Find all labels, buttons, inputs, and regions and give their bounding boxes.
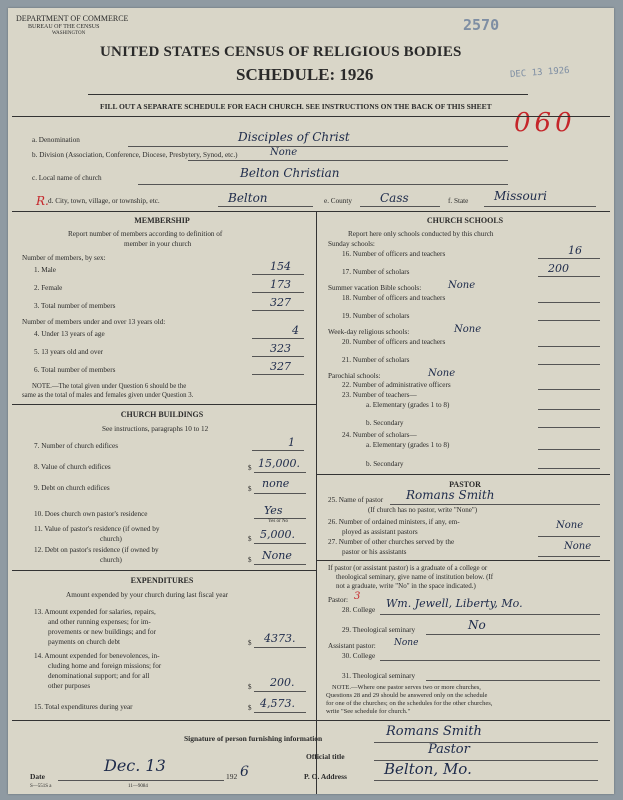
expenditures-heading: EXPENDITURES: [130, 576, 194, 585]
grad-instructions: If pastor (or assistant pastor) is a graduate of a college or: [328, 564, 488, 572]
q15-label: 15. Total expenditures during year: [34, 703, 133, 711]
q27-label: 27. Number of other churches served by the: [328, 538, 455, 546]
signature-value: Romans Smith: [386, 724, 482, 739]
q29-value: No: [468, 618, 486, 632]
q14-value: 200.: [270, 676, 295, 689]
underline: [390, 504, 600, 505]
division-label: b. Division (Association, Conference, Diocese, Presbytery, Synod, etc.): [32, 151, 238, 159]
asst-pastor-label: Assistant pastor:: [328, 642, 376, 650]
underline: [252, 310, 304, 311]
underline: [252, 450, 304, 451]
city-name: WASHINGTON: [52, 31, 86, 36]
year-prefix: 192: [226, 772, 238, 781]
city-value: Belton: [228, 191, 268, 205]
summer-label: Summer vacation Bible schools:: [328, 284, 422, 292]
underline: [254, 472, 306, 473]
sunday-label: Sunday schools:: [328, 240, 375, 248]
signature-label: Signature of person furnishing information: [184, 734, 323, 743]
bureau-name: BUREAU OF THE CENSUS: [28, 24, 100, 30]
asst-pastor-value: None: [394, 638, 419, 648]
underline: [254, 543, 306, 544]
membership-sub: member in your church: [124, 240, 192, 248]
q23a-label: a. Elementary (grades 1 to 8): [366, 401, 450, 409]
divider: [316, 560, 610, 561]
underline: [426, 634, 600, 635]
dollar-sign: $: [248, 639, 252, 647]
divider: [12, 720, 610, 721]
underline: [374, 780, 598, 781]
census-schedule-page: [8, 8, 614, 794]
q12-label: 12. Debt on pastor's residence (if owned by: [34, 546, 159, 554]
po-address-label: P. O. Address: [304, 772, 347, 781]
q26-label: 26. Number of ordained ministers, if any, em-: [328, 518, 460, 526]
q7-label: 7. Number of church edifices: [34, 442, 119, 450]
membership-note: NOTE.—The total given under Question 6 should be the: [32, 383, 187, 390]
q23-label: 23. Number of teachers—: [342, 391, 417, 399]
county-label: e. County: [324, 197, 352, 205]
grad-instructions: theological seminary, give name of institution below. (If: [336, 573, 494, 581]
underline: [538, 320, 600, 321]
buildings-heading: CHURCH BUILDINGS: [120, 410, 204, 419]
underline: [252, 374, 304, 375]
underline: [380, 614, 600, 615]
pastor-note: NOTE.—Where one pastor serves two or more churches,: [332, 684, 481, 691]
pastor-note: write "See schedule for church.": [326, 708, 411, 715]
divider: [12, 116, 610, 117]
q24-label: 24. Number of scholars—: [342, 431, 417, 439]
q10-label: 10. Does church own pastor's residence: [34, 510, 148, 518]
po-address-value: Belton, Mo.: [384, 760, 472, 778]
q5-label: 5. 13 years old and over: [34, 348, 104, 356]
pastor-mark: 3: [354, 591, 361, 602]
church-name-label: c. Local name of church: [32, 174, 102, 182]
q27-label-cont: pastor or his assistants: [342, 548, 407, 556]
underline: [538, 449, 600, 450]
q3-label: 3. Total number of members: [34, 302, 116, 310]
q27-value: None: [564, 541, 592, 552]
membership-note: same as the total of males and females given under Question 3.: [22, 392, 194, 399]
underline: [538, 258, 600, 259]
q1-value: 154: [270, 260, 291, 273]
underline: [252, 338, 304, 339]
underline: [374, 742, 598, 743]
grad-instructions: not a graduate, write "No" in the space indicated.): [336, 582, 476, 590]
dollar-sign: $: [248, 535, 252, 543]
membership-heading: MEMBERSHIP: [134, 216, 190, 225]
city-label: d. City, town, village, or township, etc.: [48, 197, 160, 205]
state-value: Missouri: [494, 189, 547, 203]
q2-value: 173: [270, 278, 291, 291]
q12-value: None: [262, 549, 292, 562]
q22-label: 22. Number of administrative officers: [342, 381, 451, 389]
q13-label-cont: and other running expenses; for im-: [48, 618, 151, 626]
q19-label: 19. Number of scholars: [342, 312, 410, 320]
q3-value: 327: [270, 296, 291, 309]
q14-label-cont: other purposes: [48, 682, 91, 690]
q14-label-cont: denominational support; and for all: [48, 672, 150, 680]
q15-value: 4,573.: [260, 697, 295, 710]
schools-heading: CHURCH SCHOOLS: [426, 216, 504, 225]
q28-value: Wm. Jewell, Liberty, Mo.: [386, 597, 523, 610]
q6-label: 6. Total number of members: [34, 366, 116, 374]
q8-label: 8. Value of church edifices: [34, 463, 111, 471]
divider: [12, 570, 316, 571]
dollar-sign: $: [248, 464, 252, 472]
q14-label-cont: cluding home and foreign missions; for: [48, 662, 162, 670]
q7-value: 1: [288, 436, 295, 449]
underline: [360, 206, 440, 207]
official-title-label: Official title: [306, 752, 345, 761]
divider: [12, 211, 610, 212]
divider: [316, 474, 610, 475]
weekday-label: Week-day religious schools:: [328, 328, 410, 336]
schools-sub: Report here only schools conducted by this church: [348, 230, 494, 238]
official-title-value: Pastor: [428, 742, 470, 757]
underline: [252, 292, 304, 293]
denomination-value: Disciples of Christ: [238, 130, 350, 144]
underline: [254, 647, 306, 648]
divider: [88, 94, 528, 95]
q13-label-cont: provements or new buildings; and for: [48, 628, 156, 636]
q10-hint: Yes or No: [268, 519, 289, 524]
q16-label: 16. Number of officers and teachers: [342, 250, 446, 258]
division-value: None: [270, 147, 298, 158]
dollar-sign: $: [248, 556, 252, 564]
q17-value: 200: [548, 262, 569, 275]
q20-label: 20. Number of officers and teachers: [342, 338, 446, 346]
pastor-note: Questions 28 and 29 should be answered only on the schedule: [326, 692, 488, 699]
date-value: Dec. 13: [104, 756, 166, 775]
q29-label: 29. Theological seminary: [342, 626, 416, 634]
margin-mark: R.: [36, 194, 49, 208]
underline: [252, 356, 304, 357]
q11-value: 5,000.: [260, 528, 295, 541]
underline: [58, 780, 224, 781]
q5-value: 323: [270, 342, 291, 355]
schedule-year: SCHEDULE: 1926: [236, 65, 374, 84]
q25-value: Romans Smith: [406, 488, 495, 502]
received-date-stamp: DEC 13 1926: [509, 65, 570, 81]
underline: [252, 274, 304, 275]
underline: [254, 493, 306, 494]
q13-label-cont: payments on church debt: [48, 638, 121, 646]
underline: [538, 346, 600, 347]
underline: [538, 302, 600, 303]
q28-label: 28. College: [342, 606, 376, 614]
q12-label-cont: church): [100, 556, 122, 564]
buildings-sub: See instructions, paragraphs 10 to 12: [102, 425, 209, 433]
q31-label: 31. Theological seminary: [342, 672, 416, 680]
underline: [254, 712, 306, 713]
q25-hint: (If church has no pastor, write "None"): [368, 506, 478, 514]
q26-label-cont: ployed as assistant pastors: [342, 528, 418, 536]
dollar-sign: $: [248, 683, 252, 691]
year-value: 6: [240, 764, 249, 780]
q4-value: 4: [292, 324, 299, 337]
q10-value: Yes: [264, 504, 283, 517]
q16-value: 16: [568, 244, 582, 257]
q24b-label: b. Secondary: [366, 460, 404, 468]
underline: [426, 680, 600, 681]
county-value: Cass: [380, 191, 409, 205]
underline: [380, 660, 600, 661]
underline: [538, 409, 600, 410]
pastor-heading: PASTOR: [449, 480, 481, 489]
q24a-label: a. Elementary (grades 1 to 8): [366, 441, 450, 449]
q1-label: 1. Male: [34, 266, 56, 274]
pastor-note: for one of the churches; on the schedules for the other churches,: [326, 700, 493, 707]
q11-label: 11. Value of pastor's residence (if owned by: [34, 525, 160, 533]
q13-label: 13. Amount expended for salaries, repairs,: [34, 608, 156, 616]
q9-label: 9. Debt on church edifices: [34, 484, 110, 492]
parochial-label: Parochial schools:: [328, 372, 381, 380]
date-label: Date: [30, 772, 45, 781]
summer-value: None: [448, 280, 476, 291]
q13-value: 4373.: [264, 632, 296, 645]
membership-sub: Report number of members according to definition of: [68, 230, 223, 238]
underline: [538, 276, 600, 277]
state-label: f. State: [448, 197, 469, 205]
q18-label: 18. Number of officers and teachers: [342, 294, 446, 302]
q30-label: 30. College: [342, 652, 376, 660]
q17-label: 17. Number of scholars: [342, 268, 410, 276]
q14-label: 14. Amount expended for benevolences, in-: [34, 652, 160, 660]
underline: [538, 536, 600, 537]
underline: [218, 206, 313, 207]
underline: [188, 160, 508, 161]
underline: [128, 146, 508, 147]
q4-label: 4. Under 13 years of age: [34, 330, 105, 338]
q6-value: 327: [270, 360, 291, 373]
dollar-sign: $: [248, 485, 252, 493]
dollar-sign: $: [248, 704, 252, 712]
q11-label-cont: church): [100, 535, 122, 543]
church-name-value: Belton Christian: [240, 166, 340, 180]
denomination-label: a. Denomination: [32, 136, 80, 144]
form-code-2: 11—9084: [128, 784, 148, 789]
code-mark: 060: [514, 108, 576, 138]
q21-label: 21. Number of scholars: [342, 356, 410, 364]
form-number: 2570: [463, 16, 500, 34]
underline: [138, 184, 508, 185]
form-title: UNITED STATES CENSUS OF RELIGIOUS BODIES: [100, 44, 462, 60]
q26-value: None: [556, 520, 584, 531]
pastor-sub-label: Pastor:: [328, 596, 348, 604]
q9-value: none: [262, 477, 290, 490]
underline: [538, 427, 600, 428]
dept-name: DEPARTMENT OF COMMERCE: [16, 14, 129, 23]
by-age-label: Number of members under and over 13 years old:: [22, 318, 166, 326]
column-divider: [316, 211, 317, 794]
q8-value: 15,000.: [258, 457, 300, 470]
q25-label: 25. Name of pastor: [328, 496, 384, 504]
underline: [484, 206, 596, 207]
underline: [254, 564, 306, 565]
expenditures-sub: Amount expended by your church during last fiscal year: [66, 591, 229, 599]
parochial-value: None: [428, 368, 456, 379]
underline: [254, 691, 306, 692]
divider: [12, 404, 316, 405]
weekday-value: None: [454, 324, 482, 335]
instructions-line: FILL OUT A SEPARATE SCHEDULE FOR EACH CHURCH. SEE INSTRUCTIONS ON THE BACK OF THIS SHEET: [100, 102, 492, 111]
q23b-label: b. Secondary: [366, 419, 404, 427]
underline: [538, 364, 600, 365]
underline: [538, 468, 600, 469]
underline: [538, 389, 600, 390]
form-code: S—551S a: [30, 784, 52, 789]
underline: [538, 556, 600, 557]
q2-label: 2. Female: [34, 284, 63, 292]
by-sex-label: Number of members, by sex:: [22, 254, 106, 262]
